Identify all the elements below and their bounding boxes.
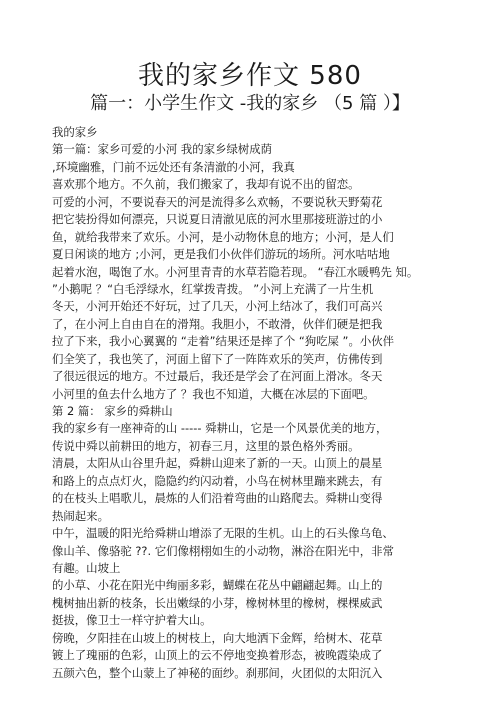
text-line: 了很远很远的地方。不过最后，我还是学会了在河面上滑冰。冬天 bbox=[52, 369, 383, 384]
text-line: 傍晚，夕阳挂在山坡上的树枝上，向大地洒下金辉，给树木、花草 bbox=[52, 630, 383, 645]
text-line: 有趣。山坡上 bbox=[52, 560, 121, 575]
text-line: 把它装扮得如何漂亮，只说夏日清澈见底的河水里那接班游过的小 bbox=[52, 212, 383, 227]
text-line: 第一篇：家乡可爱的小河 我的家乡绿树成荫 bbox=[52, 142, 273, 157]
text-line: 我的家乡有一座神奇的山 ----- 舜耕山，它是一个风景优美的地方， bbox=[52, 421, 388, 436]
text-line: 鱼，就给我带来了欢乐。小河，是小动物休息的地方；小河，是人们 bbox=[52, 229, 394, 244]
text-line: 的在枝头上唱歌儿，晨炼的人们沿着弯曲的山路爬去。舜耕山变得 bbox=[52, 491, 383, 506]
text-line: 像山羊、像骆驼 ??. 它们像栩栩如生的小动物，淋浴在阳光中，非常 bbox=[52, 543, 394, 558]
text-line: 冬天，小河开始还不好玩，过了几天，小河上结冰了，我们可高兴 bbox=[52, 299, 383, 314]
text-line: ”小鹅呢 ？“白毛浮绿水，红掌拨青拨。 ”小河上充满了一片生机 bbox=[52, 281, 374, 296]
document-title: 我的家乡作文 580 bbox=[138, 61, 362, 91]
text-line: ,环境幽雅，门前不远处还有条清澈的小河，我真 bbox=[52, 159, 295, 174]
text-line: 镀上了瑰丽的色彩，山顶上的云不停地变换着形态，被晚霞染成了 bbox=[52, 648, 383, 663]
text-line: 中午，温暖的阳光给舜耕山增添了无限的生机。山上的石头像乌龟、 bbox=[52, 526, 394, 541]
text-line: 清晨，太阳从山谷里升起，舜耕山迎来了新的一天。山顶上的晨星 bbox=[52, 456, 383, 471]
text-line: 槐树抽出新的枝条，长出嫩绿的小芽，橡树林里的橡树，棵棵威武 bbox=[52, 595, 383, 610]
text-line: 夏日闲谈的地方 ;小河，更是我们小伙伴们游玩的场所。河水咕咕地 bbox=[52, 247, 390, 262]
text-line: 第 2 篇： 家乡的舜耕山 bbox=[52, 404, 173, 418]
text-line: 们全笑了，我也笑了，河面上留下了一阵阵欢乐的笑声，仿佛传到 bbox=[52, 351, 383, 366]
document-subtitle: 篇一：小学生作文 -我的家乡 （5 篇 ）】 bbox=[90, 93, 410, 114]
text-line: 可爱的小河，不要说春天的河是流得多么欢畅，不要说秋天野菊花 bbox=[52, 194, 383, 209]
text-line: 喜欢那个地方。不久前，我们搬家了，我却有说不出的留恋。 bbox=[52, 177, 360, 192]
document-body bbox=[52, 124, 452, 682]
text-line: 挺拔，像卫士一样守护着大山。 bbox=[52, 613, 212, 628]
text-line: 的小草、小花在阳光中绚丽多彩，蝴蝶在花丛中翩翩起舞。山上的 bbox=[52, 578, 383, 593]
text-line: 小河里的鱼去什么地方了 ？我也不知道，大概在冰层的下面吧。 bbox=[52, 386, 375, 401]
text-line: 起着水泡，喝饱了水。小河里青青的水草若隐若现。 “春江水暖鸭先 知。 bbox=[52, 264, 419, 279]
text-line: 五颜六色，整个山蒙上了神秘的面纱。刹那间，火团似的太阳沉入 bbox=[52, 665, 383, 680]
text-line: 热闹起来。 bbox=[52, 508, 109, 523]
text-line: 了，在小河上自由自在的滑翔。我胆小，不敢滑，伙伴们硬是把我 bbox=[52, 316, 383, 331]
text-line: 和路上的点点灯火，隐隐约约闪动着，小鸟在树林里蹦来跳去，有 bbox=[52, 473, 383, 488]
text-line: 传说中舜以前耕田的地方，初春三月，这里的景色格外秀丽。 bbox=[52, 438, 360, 453]
text-line: 拉了下来，我小心翼翼的 “走着”结果还是摔了个 “狗吃屎 ”。小伙伴 bbox=[52, 334, 395, 349]
text-line: 我的家乡 bbox=[52, 125, 98, 139]
